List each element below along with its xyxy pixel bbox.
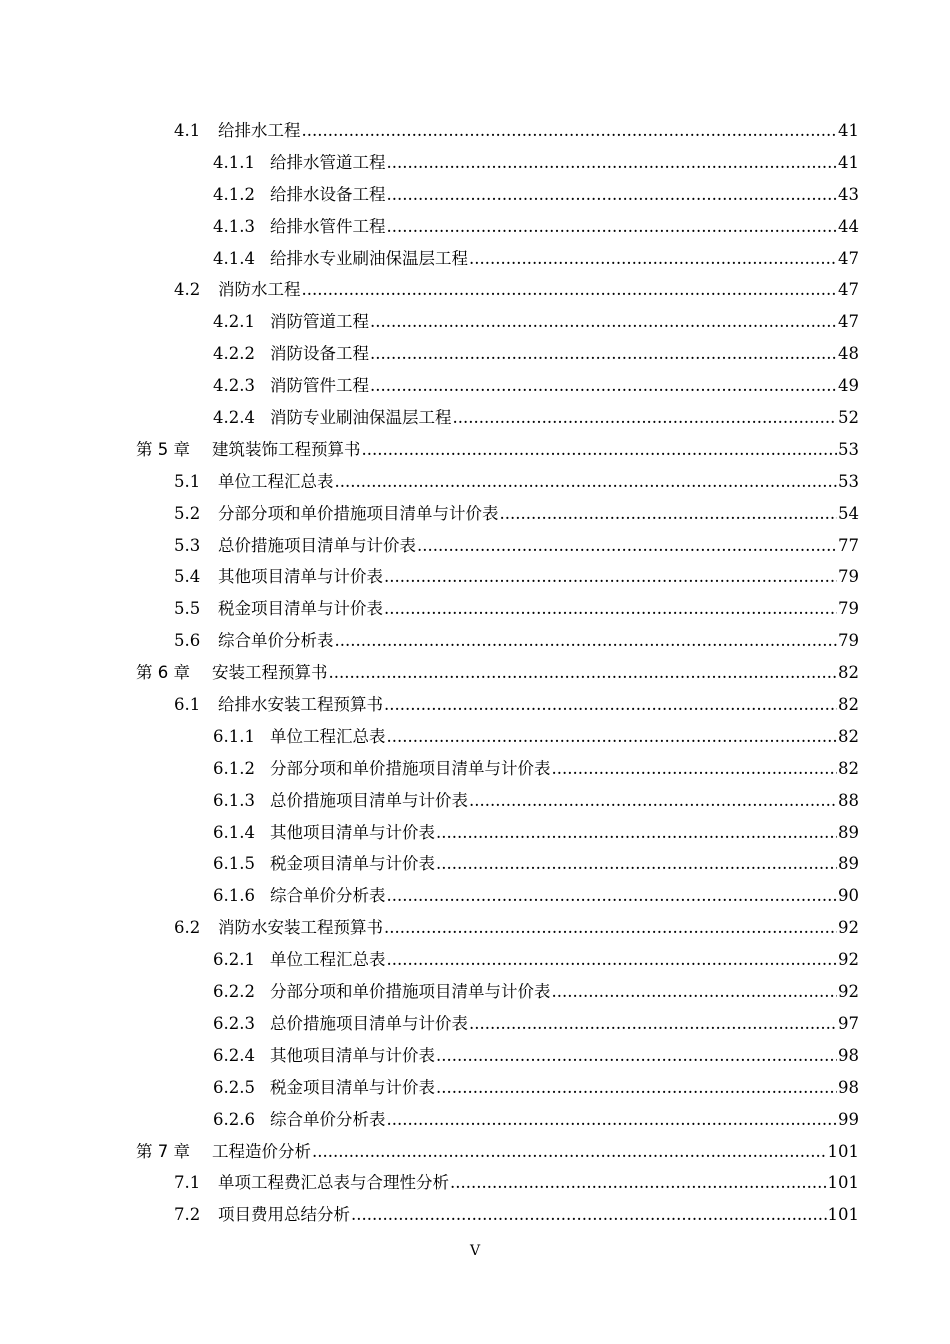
toc-entry-sub[interactable]: [0, 1072, 950, 1104]
toc-entry-section[interactable]: [0, 115, 950, 147]
dot-leader: [384, 689, 837, 721]
toc-entry-page: 101: [827, 1205, 859, 1225]
toc-entry-title: 工程造价分析: [212, 1141, 311, 1161]
toc-entry-title: 消防专业刷油保温层工程: [270, 408, 452, 428]
toc-entry-number: 6.1.1: [213, 726, 255, 746]
toc-entry-chapter[interactable]: [0, 1136, 950, 1168]
toc-entry-title: 其他项目清单与计价表: [270, 822, 435, 842]
toc-entry-page: 82: [838, 663, 859, 683]
toc-entry-sub[interactable]: [0, 1104, 950, 1136]
dot-leader: [552, 976, 838, 1008]
toc-entry-page: 101: [827, 1141, 859, 1161]
toc-entry-section[interactable]: [0, 530, 950, 562]
toc-entry-number: 5.6: [174, 631, 201, 651]
toc-entry-page: 48: [838, 344, 859, 364]
dot-leader: [500, 498, 838, 530]
dot-leader: [436, 1040, 837, 1072]
toc-entry-sub[interactable]: [0, 338, 950, 370]
dot-leader: [436, 1072, 837, 1104]
toc-entry-page: 99: [838, 1109, 859, 1129]
toc-entry-title: 单位工程汇总表: [270, 726, 386, 746]
toc-entry-page: 47: [838, 312, 859, 332]
toc-entry-number: 7.2: [174, 1205, 201, 1225]
toc-entry-sub[interactable]: [0, 785, 950, 817]
toc-entry-page: 41: [838, 121, 859, 140]
dot-leader: [370, 306, 837, 338]
toc-entry-sub[interactable]: [0, 1040, 950, 1072]
toc-entry-number: 4.2.2: [213, 344, 255, 364]
toc-entry-number: 4.2: [174, 280, 201, 300]
toc-entry-page: 47: [838, 280, 859, 300]
toc-entry-number: 6.2.4: [213, 1045, 255, 1065]
toc-entry-title: 给排水管道工程: [270, 152, 386, 172]
dot-leader: [469, 243, 837, 275]
dot-leader: [387, 211, 838, 243]
dot-leader: [384, 912, 837, 944]
toc-entry-sub[interactable]: [0, 880, 950, 912]
toc-entry-title: 消防水安装工程预算书: [218, 918, 383, 938]
toc-entry-title: 税金项目清单与计价表: [218, 599, 383, 619]
toc-entry-title: 综合单价分析表: [218, 631, 334, 651]
dot-leader: [436, 817, 837, 849]
toc-entry-number: 4.1.4: [213, 248, 255, 268]
toc-entry-title: 项目费用总结分析: [218, 1205, 350, 1225]
toc-entry-page: 82: [838, 726, 859, 746]
toc-entry-sub[interactable]: [0, 753, 950, 785]
toc-entry-title: 总价措施项目清单与计价表: [270, 1013, 468, 1033]
toc-entry-sub[interactable]: [0, 1008, 950, 1040]
toc-entry-number: 6.2.6: [213, 1109, 255, 1129]
toc-entry-page: 53: [838, 471, 859, 491]
toc-entry-number: 5.3: [174, 535, 201, 555]
toc-entry-number: 4.1.2: [213, 184, 255, 204]
dot-leader: [387, 944, 838, 976]
toc-entry-page: 79: [838, 599, 859, 619]
dot-leader: [351, 1199, 827, 1231]
dot-leader: [335, 466, 838, 498]
toc-entry-section[interactable]: [0, 274, 950, 306]
toc-entry-title: 给排水工程: [218, 121, 301, 140]
toc-entry-title: 消防水工程: [218, 280, 301, 300]
dot-leader: [384, 561, 837, 593]
dot-leader: [384, 593, 837, 625]
toc-entry-section[interactable]: [0, 466, 950, 498]
toc-entry-sub[interactable]: [0, 306, 950, 338]
toc-entry-page: 49: [838, 376, 859, 396]
toc-entry-page: 92: [838, 950, 859, 970]
toc-entry-number: 4.1: [174, 121, 201, 140]
toc-entry-title: 综合单价分析表: [270, 886, 386, 906]
dot-leader: [302, 274, 838, 306]
toc-entry-title: 给排水管件工程: [270, 216, 386, 236]
toc-entry-sub[interactable]: [0, 179, 950, 211]
toc-entry-page: 97: [838, 1013, 859, 1033]
toc-entry-page: 44: [838, 216, 859, 236]
toc-entry-title: 税金项目清单与计价表: [270, 854, 435, 874]
toc-entry-sub[interactable]: [0, 976, 950, 1008]
toc-entry-number: 6.1.3: [213, 790, 255, 810]
toc-entry-page: 79: [838, 567, 859, 587]
toc-entry-title: 安装工程预算书: [212, 663, 328, 683]
toc-entry-number: 4.1.1: [213, 152, 255, 172]
toc-entry-number: 5.1: [174, 471, 201, 491]
toc-entry-number: 6.2.2: [213, 982, 255, 1002]
toc-entry-title: 给排水专业刷油保温层工程: [270, 248, 468, 268]
toc-entry-title: 分部分项和单价措施项目清单与计价表: [270, 982, 551, 1002]
toc-entry-section[interactable]: [0, 1199, 950, 1231]
toc-entry-page: 101: [827, 1173, 859, 1193]
toc-entry-number: 4.2.1: [213, 312, 255, 332]
toc-entry-title: 税金项目清单与计价表: [270, 1077, 435, 1097]
toc-entry-title: 建筑装饰工程预算书: [212, 439, 361, 459]
dot-leader: [469, 1008, 837, 1040]
toc-entry-number: 5.2: [174, 503, 201, 523]
toc-entry-number: 6.2: [174, 918, 201, 938]
toc-entry-title: 其他项目清单与计价表: [270, 1045, 435, 1065]
toc-entry-sub[interactable]: [0, 147, 950, 179]
toc-entry-title: 消防管道工程: [270, 312, 369, 332]
toc-entry-sub[interactable]: [0, 402, 950, 434]
dot-leader: [453, 402, 838, 434]
dot-leader: [387, 880, 838, 912]
toc-entry-title: 总价措施项目清单与计价表: [270, 790, 468, 810]
dot-leader: [370, 370, 837, 402]
dot-leader: [436, 848, 837, 880]
dot-leader: [417, 530, 837, 562]
toc-entry-sub[interactable]: [0, 370, 950, 402]
toc-entry-page: 54: [838, 503, 859, 523]
toc-entry-page: 53: [838, 439, 859, 459]
toc-entry-sub[interactable]: [0, 243, 950, 275]
toc-entry-page: 89: [838, 854, 859, 874]
toc-entry-page: 43: [838, 184, 859, 204]
toc-entry-page: 47: [838, 248, 859, 268]
toc-entry-title: 其他项目清单与计价表: [218, 567, 383, 587]
toc-entry-page: 77: [838, 535, 859, 555]
toc-entry-page: 92: [838, 982, 859, 1002]
toc-entry-title: 综合单价分析表: [270, 1109, 386, 1129]
toc-entry-number: 第 7 章: [136, 1141, 190, 1161]
toc-entry-page: 92: [838, 918, 859, 938]
toc-entry-page: 98: [838, 1077, 859, 1097]
toc-entry-sub[interactable]: [0, 211, 950, 243]
toc-entry-number: 4.2.3: [213, 376, 255, 396]
dot-leader: [329, 657, 838, 689]
toc-entry-title: 分部分项和单价措施项目清单与计价表: [270, 758, 551, 778]
dot-leader: [362, 434, 838, 466]
toc-entry-number: 6.1: [174, 695, 201, 715]
dot-leader: [469, 785, 837, 817]
toc-entry-number: 6.2.1: [213, 950, 255, 970]
toc-entry-chapter[interactable]: [0, 434, 950, 466]
toc-entry-title: 消防管件工程: [270, 376, 369, 396]
dot-leader: [387, 147, 838, 179]
toc-entry-title: 单项工程费汇总表与合理性分析: [218, 1173, 449, 1193]
toc-entry-number: 第 5 章: [136, 439, 190, 459]
toc-entry-sub[interactable]: [0, 944, 950, 976]
toc-entry-chapter[interactable]: [0, 657, 950, 689]
toc-entry-section[interactable]: [0, 625, 950, 657]
page-footer-number: V: [469, 1243, 481, 1259]
toc-entry-page: 82: [838, 695, 859, 715]
dot-leader: [302, 115, 838, 147]
toc-entry-title: 给排水设备工程: [270, 184, 386, 204]
toc-entry-section[interactable]: [0, 689, 950, 721]
toc-entry-number: 6.2.5: [213, 1077, 255, 1097]
table-of-contents: [0, 115, 950, 1231]
toc-entry-number: 4.2.4: [213, 408, 255, 428]
toc-entry-section[interactable]: [0, 1167, 950, 1199]
toc-entry-page: 41: [838, 152, 859, 172]
toc-entry-number: 7.1: [174, 1173, 201, 1193]
toc-entry-page: 88: [838, 790, 859, 810]
toc-entry-number: 6.1.5: [213, 854, 255, 874]
dot-leader: [450, 1167, 827, 1199]
toc-entry-section[interactable]: [0, 593, 950, 625]
toc-entry-page: 52: [838, 408, 859, 428]
toc-entry-page: 79: [838, 631, 859, 651]
toc-entry-sub[interactable]: [0, 721, 950, 753]
toc-entry-sub[interactable]: [0, 817, 950, 849]
toc-entry-title: 单位工程汇总表: [218, 471, 334, 491]
toc-entry-number: 5.5: [174, 599, 201, 619]
toc-entry-page: 98: [838, 1045, 859, 1065]
toc-entry-title: 总价措施项目清单与计价表: [218, 535, 416, 555]
toc-entry-number: 6.1.6: [213, 886, 255, 906]
dot-leader: [552, 753, 838, 785]
toc-entry-section[interactable]: [0, 561, 950, 593]
toc-entry-title: 单位工程汇总表: [270, 950, 386, 970]
dot-leader: [312, 1136, 827, 1168]
toc-entry-page: 89: [838, 822, 859, 842]
dot-leader: [335, 625, 838, 657]
toc-entry-number: 6.1.4: [213, 822, 255, 842]
toc-entry-title: 消防设备工程: [270, 344, 369, 364]
toc-entry-number: 4.1.3: [213, 216, 255, 236]
toc-entry-number: 第 6 章: [136, 663, 190, 683]
toc-entry-title: 分部分项和单价措施项目清单与计价表: [218, 503, 499, 523]
toc-entry-page: 82: [838, 758, 859, 778]
dot-leader: [387, 179, 838, 211]
toc-entry-number: 6.2.3: [213, 1013, 255, 1033]
toc-entry-section[interactable]: [0, 912, 950, 944]
toc-entry-page: 90: [838, 886, 859, 906]
toc-entry-number: 6.1.2: [213, 758, 255, 778]
dot-leader: [370, 338, 837, 370]
toc-entry-title: 给排水安装工程预算书: [218, 695, 383, 715]
toc-entry-sub[interactable]: [0, 848, 950, 880]
toc-entry-section[interactable]: [0, 498, 950, 530]
toc-entry-number: 5.4: [174, 567, 201, 587]
dot-leader: [387, 721, 838, 753]
dot-leader: [387, 1104, 838, 1136]
